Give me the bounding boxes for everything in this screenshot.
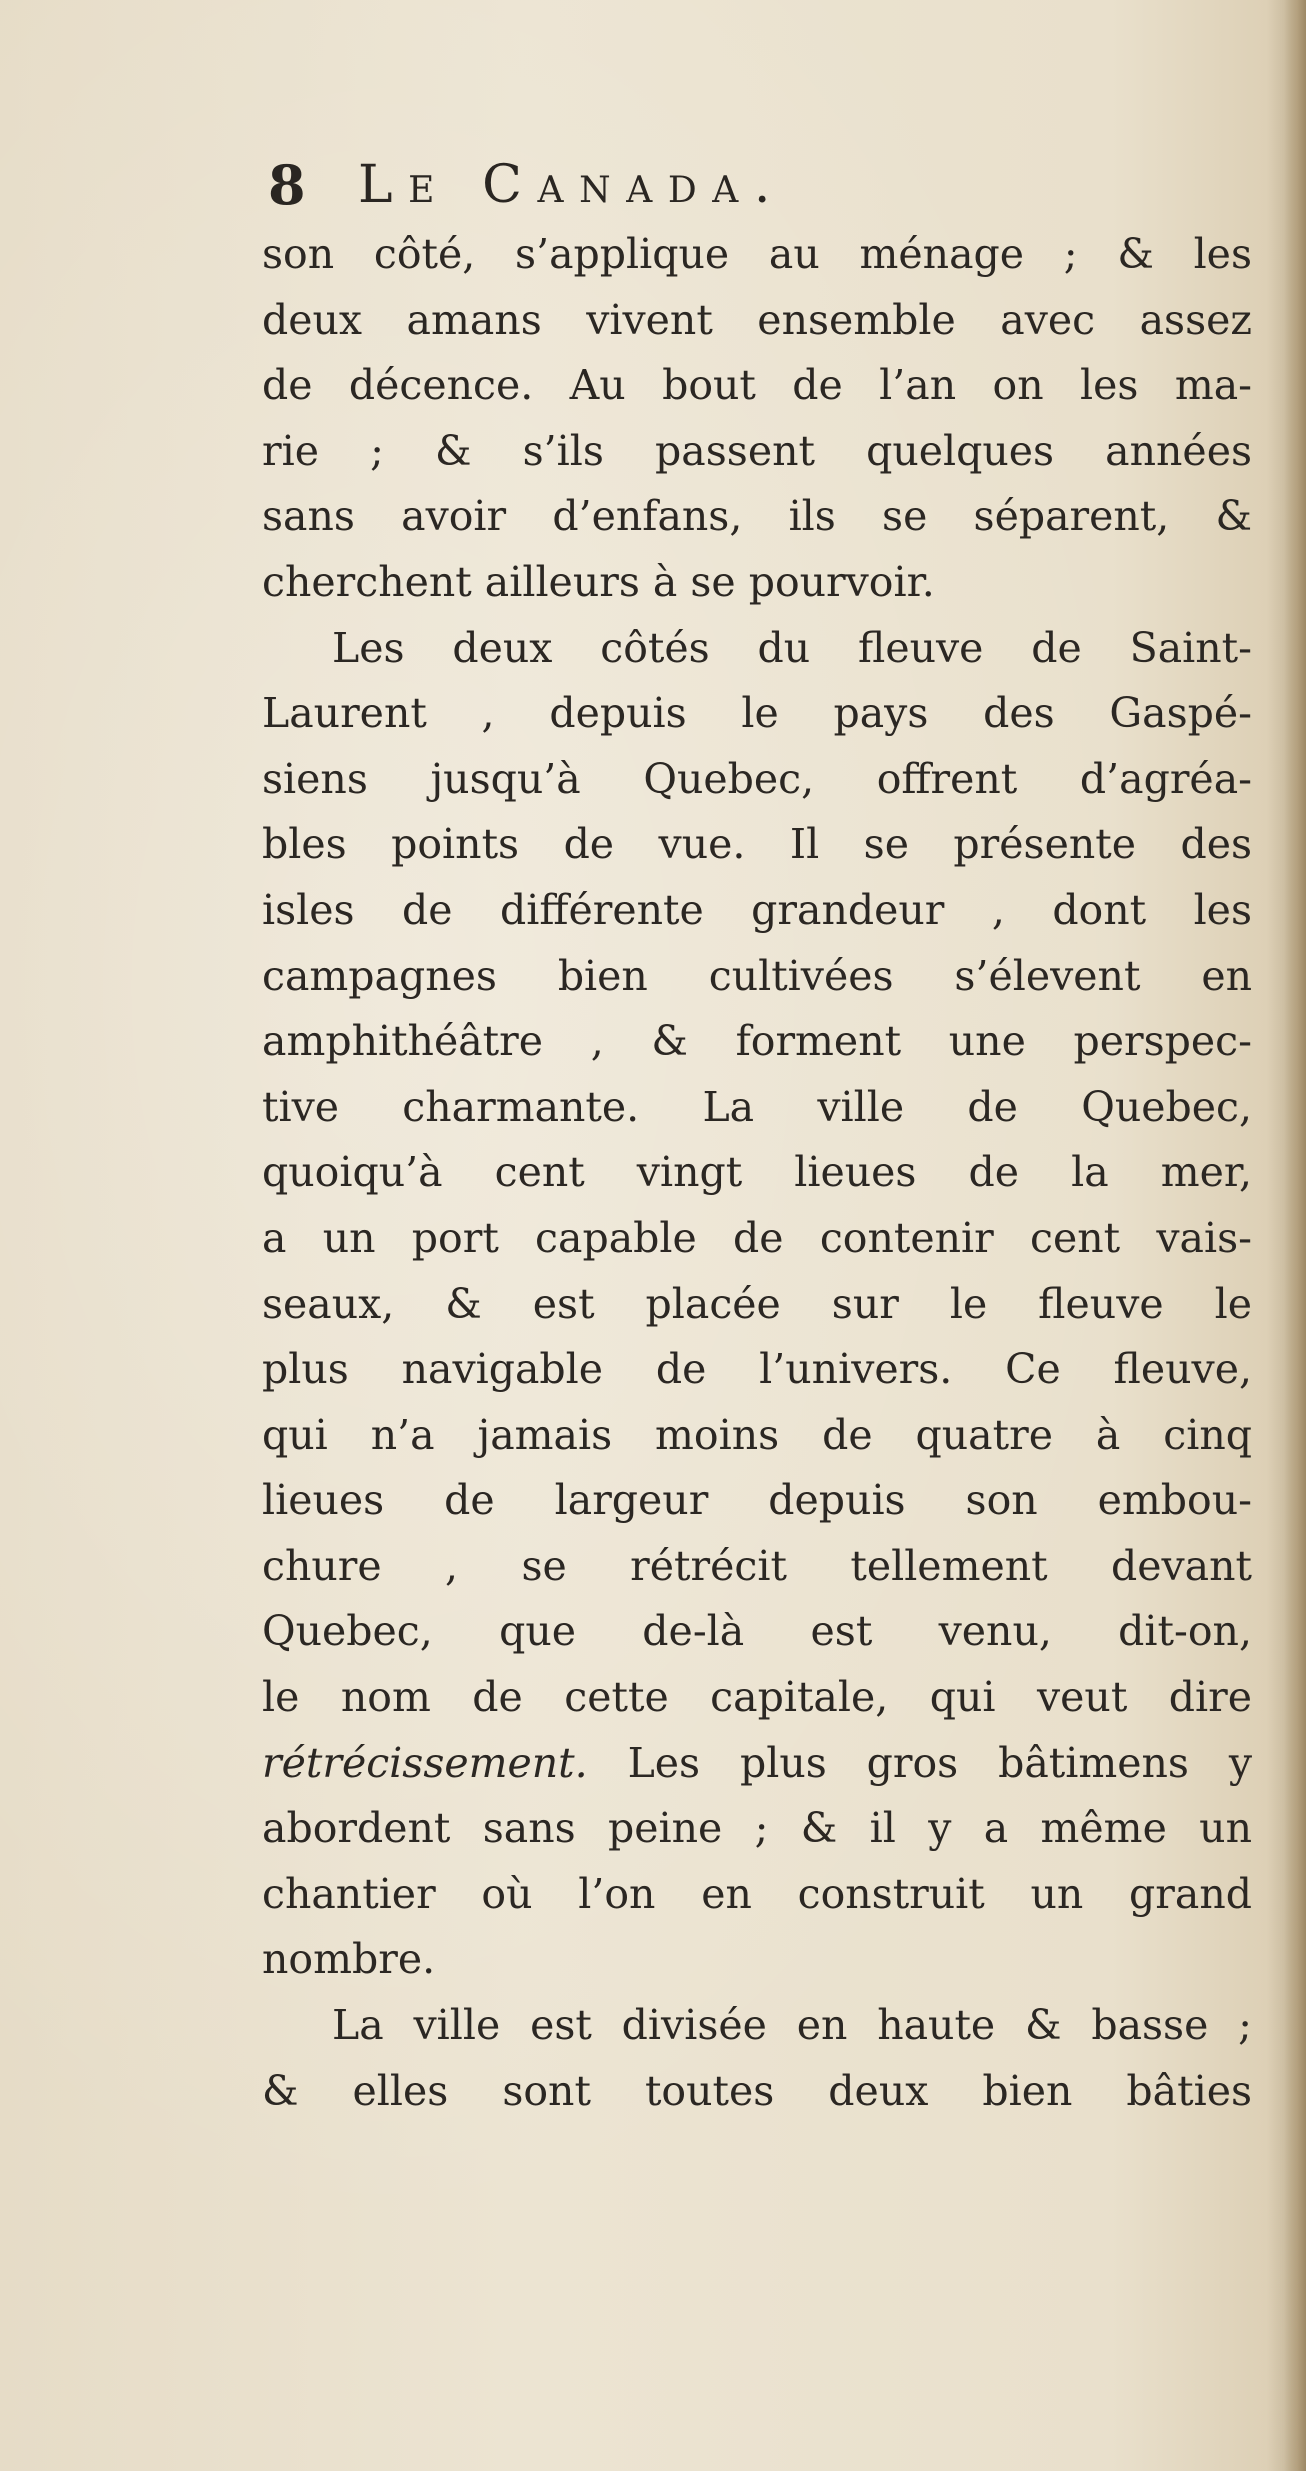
page-number: 8 (268, 153, 306, 217)
text-line: plus navigable de l’univers. Ce fleuve, (262, 1345, 1252, 1394)
text-line: nombre. (262, 1935, 436, 1984)
page-edge-shadow (1284, 0, 1306, 2471)
text-line: & elles sont toutes deux bien bâties (262, 2066, 1252, 2115)
text-line: cherchent ailleurs à se pourvoir. (262, 557, 935, 606)
text-line: deux amans vivent ensemble avec assez (262, 295, 1252, 344)
text-line: chure , se rétrécit tellement devant (262, 1541, 1252, 1590)
text-line: lieues de largeur depuis son embou- (262, 1476, 1252, 1525)
text-line: seaux, & est placée sur le fleuve le (262, 1279, 1252, 1328)
text-line: bles points de vue. Il se présente des (262, 820, 1252, 869)
text-line: sans avoir d’enfans, ils se séparent, & (262, 492, 1252, 541)
text-line: chantier où l’on en construit un grand (262, 1869, 1252, 1918)
text-line: siens jusqu’à Quebec, offrent d’agréa- (262, 754, 1252, 803)
text-line: a un port capable de contenir cent vais- (262, 1213, 1252, 1262)
paragraph-start-line: Les deux côtés du fleuve de Saint- (332, 623, 1252, 672)
page-header (268, 150, 1068, 220)
text-line: de décence. Au bout de l’an on les ma- (262, 361, 1252, 410)
text-line: campagnes bien cultivées s’élevent en (262, 951, 1252, 1000)
text-line: qui n’a jamais moins de quatre à cinq (262, 1410, 1252, 1459)
text-line: abordent sans peine ; & il y a même un (262, 1804, 1252, 1853)
running-head: Le Canada. (358, 155, 787, 215)
text-line: Laurent , depuis le pays des Gaspé- (262, 689, 1252, 738)
text-line: isles de différente grandeur , dont les (262, 885, 1252, 934)
text-line: rie ; & s’ils passent quelques années (262, 426, 1252, 475)
body-text (262, 222, 1252, 2124)
text-fragment: Les plus gros bâtimens y (627, 1738, 1252, 1787)
text-line: le nom de cette capitale, qui veut dire (262, 1673, 1252, 1722)
text-line: amphithéâtre , & forment une perspec- (262, 1017, 1252, 1066)
text-line: son côté, s’applique au ménage ; & les (262, 230, 1252, 278)
text-line: quoiqu’à cent vingt lieues de la mer, (262, 1148, 1252, 1197)
paragraph-start-line: La ville est divisée en haute & basse ; (332, 2001, 1252, 2050)
italic-word: rétrécissement. (262, 1738, 588, 1787)
text-line-mixed (262, 1731, 1252, 1797)
text-line: Quebec, que de-là est venu, dit-on, (262, 1607, 1252, 1656)
text-line: tive charmante. La ville de Quebec, (262, 1082, 1252, 1131)
